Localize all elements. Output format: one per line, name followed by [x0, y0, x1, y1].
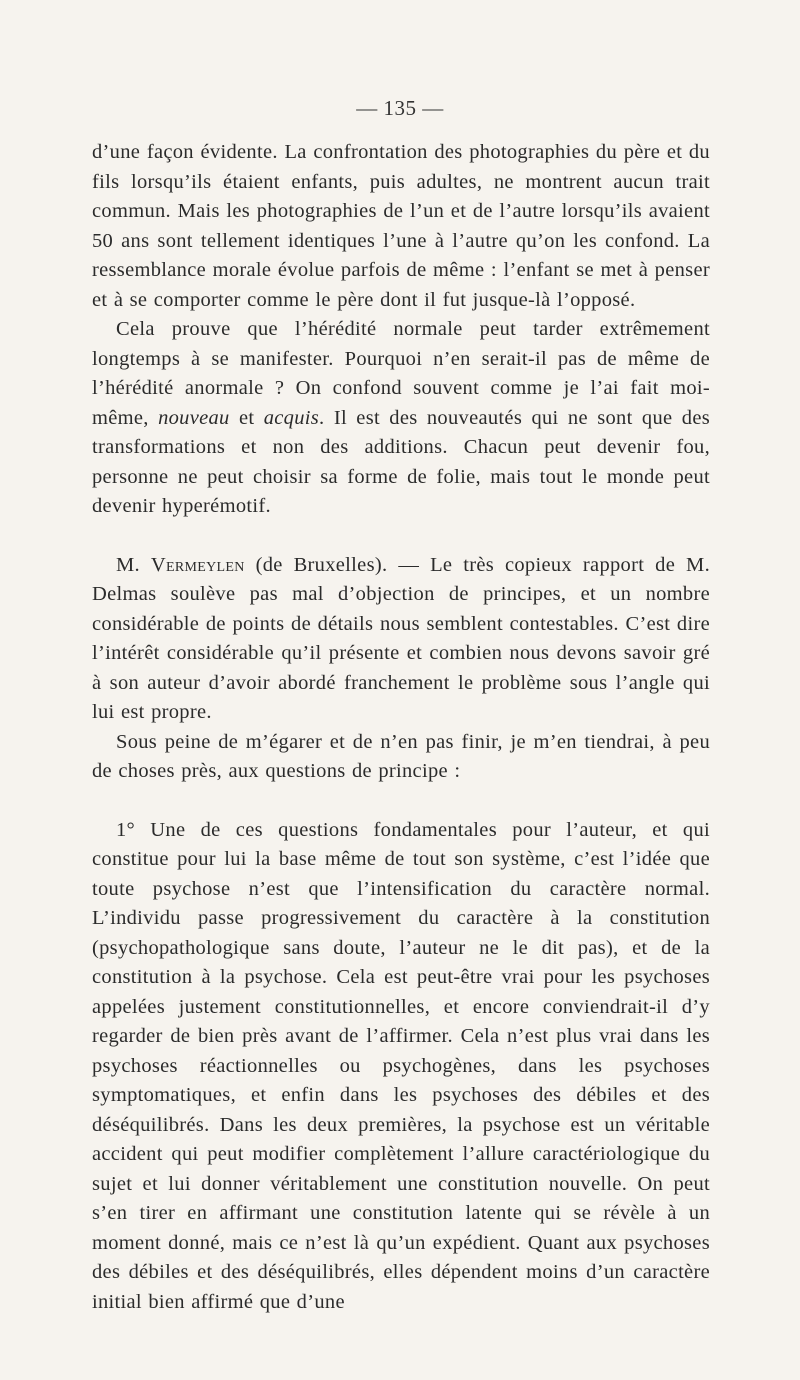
speaker-prefix: M. — [116, 553, 151, 576]
paragraph-2-text-b: et — [229, 406, 264, 429]
paragraph-5: 1° Une de ces questions fondamentales pour l’auteur, et qui constitue pour lui la base même de tout son système, c’est l’idée que toute psychose n’est que l’intensification du caractère normal. L’individu passe progressivement du caractère à la constitution (psychopathologique sans doute, l’auteur ne le dit pas), et de la constitution à la psychose. Cela est peut-être vrai pour les psychoses appelées justement constitutionnelles, et encore conviendrait-il d’y regarder de bien près avant de l’affirmer. Cela n’est plus vrai dans les psychoses réactionnelles ou psychogènes, dans les psychoses symptomatiques, et enfin dans les psychoses des débiles et des déséquilibrés. Dans les deux premières, la psychose est un véritable accident qui peut modifier complètement l’allure caractériologique du sujet et lui donner véritablement une constitution nouvelle. On peut s’en tirer en affirmant une constitution latente qui se révèle à un moment donné, mais ce n’est là qu’un expédient. Quant aux psychoses des débiles et des déséquilibrés, elles dépendent moins d’un caractère initial bien affirmé que d’une — [92, 818, 710, 1313]
italic-word-nouveau: nouveau — [158, 406, 230, 429]
paragraph-2 — [92, 315, 710, 522]
paragraph-1: d’une façon évidente. La confrontation des photographies du père et du fils lorsqu’ils étaient enfants, puis adultes, ne montrent aucun trait commun. Mais les photographies de l’un et de l’autre lorsqu’ils avaient 50 ans sont tellement identiques l’une à l’autre qu’on les confond. La ressemblance morale évolue parfois de même : l’enfant se met à penser et à se comporter comme le père dont il fut jusque-là l’opposé. — [92, 141, 710, 311]
paragraph-2-text-c: . Il est des nouveautés qui ne sont que des transformations et non des additions. Chacun peut devenir fou, personne ne peut choisir sa forme de folie, mais tout le monde peut devenir hyperémotif. — [92, 406, 710, 517]
paragraph-4: Sous peine de m’égarer et de n’en pas finir, je m’en tiendrai, à peu de choses près, aux questions de principe : — [92, 730, 710, 782]
paragraph-3-text: (de Bruxelles). — Le très copieux rapport de M. Delmas soulève pas mal d’objection de principes, et un nombre considérable de points de détails nous semblent contestables. C’est dire l’intérêt considérable qu’il présente et combien nous devons savoir gré à son auteur d’avoir abordé franchement le problème sous l’angle qui lui est propre. — [92, 553, 710, 723]
page-number-header: — 135 — — [356, 96, 444, 120]
italic-word-acquis: acquis — [263, 406, 320, 429]
paragraph-2-text-a: Cela prouve que l’hérédité normale peut tarder extrêmement longtemps à se manifester. Pourquoi n’en serait-il pas de même de l’hérédité anormale ? On confond souvent comme je l’ai fait moi-même, — [92, 318, 710, 429]
paragraph-3 — [92, 551, 710, 728]
speaker-name: Vermeylen — [150, 553, 245, 576]
page-body — [92, 138, 710, 1317]
